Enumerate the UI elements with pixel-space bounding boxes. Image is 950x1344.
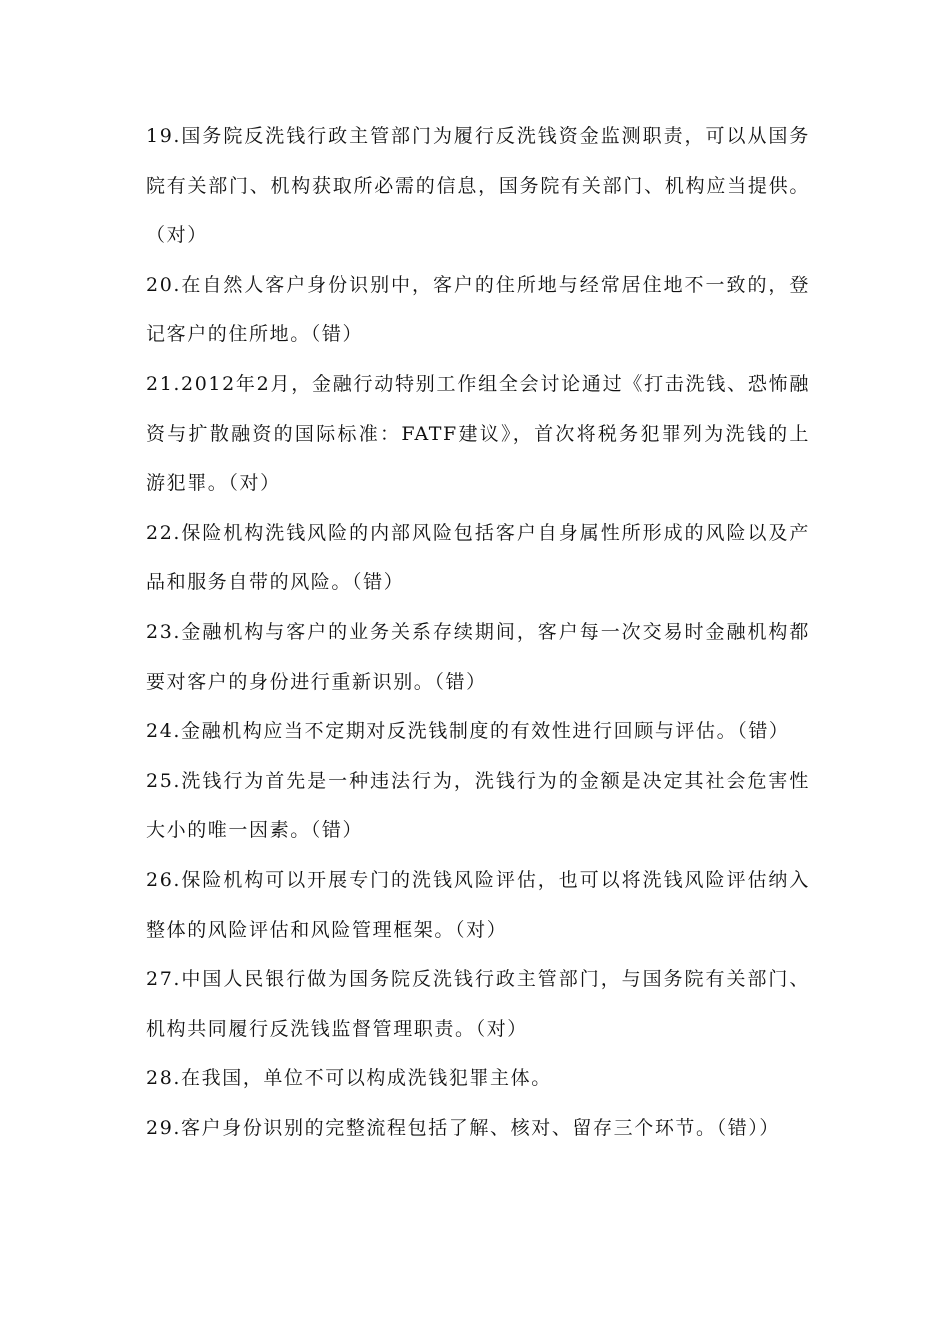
- question-19: 19.国务院反洗钱行政主管部门为履行反洗钱资金监测职责，可以从国务院有关部门、机构获取所必需的信息，国务院有关部门、机构应当提供。（对）: [146, 125, 810, 247]
- question-29: 29.客户身份识别的完整流程包括了解、核对、留存三个环节。（错））: [146, 1116, 781, 1139]
- question-25: 25.洗钱行为首先是一种违法行为，洗钱行为的金额是决定其社会危害性大小的唯一因素。（错）: [146, 769, 810, 842]
- question-20: 20.在自然人客户身份识别中，客户的住所地与经常居住地不一致的，登记客户的住所地。（错）: [146, 273, 810, 346]
- question-21: 21.2012年2月，金融行动特别工作组全会讨论通过《打击洗钱、恐怖融资与扩散融资的国际标准：FATF建议》，首次将税务犯罪列为洗钱的上游犯罪。（对）: [146, 372, 810, 495]
- question-list: [146, 112, 810, 1153]
- question-24: 24.金融机构应当不定期对反洗钱制度的有效性进行回顾与评估。（错）: [146, 720, 790, 743]
- question-22: 22.保险机构洗钱风险的内部风险包括客户自身属性所形成的风险以及产品和服务自带的风险。（错）: [146, 521, 810, 594]
- question-23: 23.金融机构与客户的业务关系存续期间，客户每一次交易时金融机构都要对客户的身份进行重新识别。（错）: [146, 620, 810, 693]
- question-28: 28.在我国，单位不可以构成洗钱犯罪主体。: [146, 1067, 552, 1090]
- question-27: 27.中国人民银行做为国务院反洗钱行政主管部门，与国务院有关部门、机构共同履行反洗钱监督管理职责。（对）: [146, 968, 810, 1040]
- question-26: 26.保险机构可以开展专门的洗钱风险评估，也可以将洗钱风险评估纳入整体的风险评估和风险管理框架。（对）: [146, 868, 810, 941]
